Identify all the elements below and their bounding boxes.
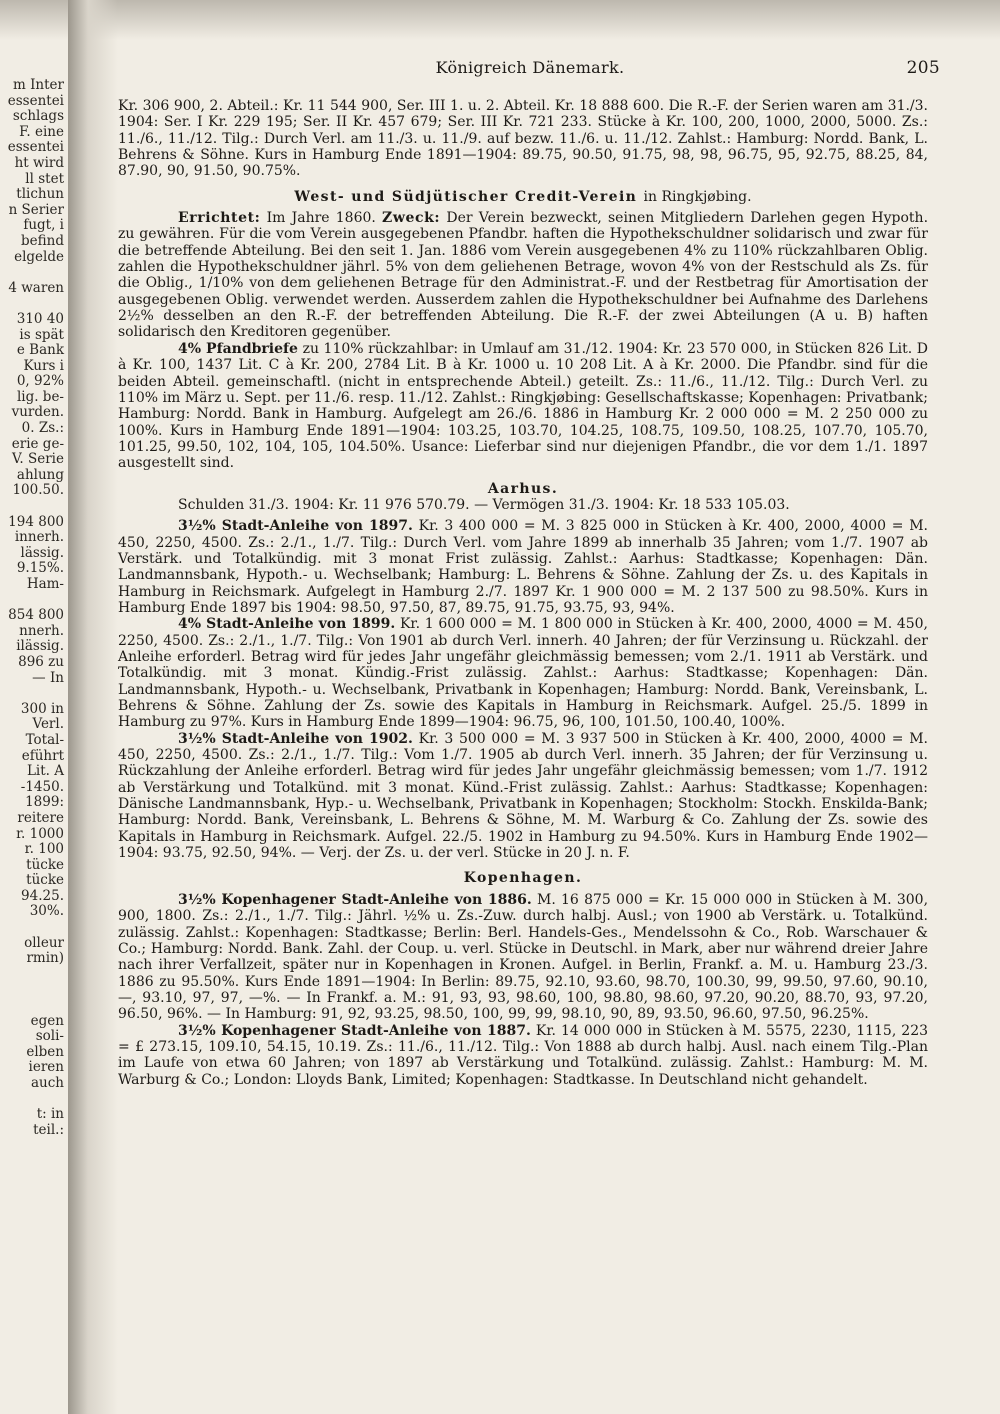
loan-1886-text: M. 16 875 000 = Kr. 15 000 000 in Stücken à M. 300, 900, 1800. Zs.: 2./1., 1./7. Tilg.: Jährl. ½% u. Zs.-Zuw. durch halbj. Ausl.; von 1900 ab Verstärk. u. Totalkünd. zulässig. Zahlst.: Kopenhagen: Stadtkasse; Berlin: Berl. Handels-Ges., Mendelssohn & Co., Rob. Warschauer & Co.; Hamburg: Nordd. Bank. Zahl. der Coup. u. verl. Stücke in Deutschl. in Mark, aber nur während dreier Jahre nach ihrer Verfallzeit, später nur in Kopenhagen in Kronen. Aufgel. in Berlin, Frankf. a. M. u. Hamburg 23./3. 1886 zu 95.50%. Kurs Ende 1891—1904: In Berlin: 89.75, 92.10, 93.60, 98.70, 100.30, 99, 99.50, 97.60, 90.10, —, 93.10, 97, 97, —%. — In Frankf. a. M.: 91, 93, 93, 98.60, 100, 98.80, 98.60, 97.20, 90.20, 88.70, 93, 97.20, 96.50, 96%. — In Hamburg: 91, 92, 93.25, 98.50, 100, 99, 99, 98.10, 90, 89, 93.50, 96.60, 97.50, 96.25%. <box>118 891 929 1023</box>
adjacent-page-line <box>0 967 68 983</box>
adjacent-page-line <box>0 982 68 998</box>
adjacent-page-line: elgelde <box>14 248 64 265</box>
adjacent-page-line: 194 800 <box>8 513 64 530</box>
adjacent-page-line: schlags <box>12 108 64 125</box>
aarhus-loan-1897 <box>118 518 928 616</box>
adjacent-page-line: tlichun <box>16 186 64 203</box>
adjacent-page-line: is spät <box>19 326 64 343</box>
adjacent-page-line <box>0 686 68 702</box>
adjacent-page-line: nnerh. <box>19 622 64 639</box>
loan-1902-text: Kr. 3 500 000 = M. 3 937 500 in Stücken à Kr. 400, 2000, 4000 = M. 450, 2250, 4500. Zs.: 2./1., 1./7. Tilg.: Vom 1./7. 1905 ab durch Verl. innerh. 35 Jahren; der für Verzinsung u. Rückzahlung der Anleihe erforderl. Betrag wird für jedes Jahr ungefähr gleichmässig bemessen; vom 1./7. 1912 ab Verstärkung und Totalkünd. mit 3 monat. Künd.-Frist zulässig. Zahlst.: Aarhus: Stadtkasse; Kopenhagen: Dänische Landmannsbank, Hyp.- u. Wechselbank, Privatbank in Kopenhagen; Stockholm: Stockh. Enskilda-Bank; Hamburg: Nordd. Bank, Vereinsbank, L. Behrens & Söhne, M. M. Warburg & Co. Zahlung der Zs. sowie des Kapitals in Hamburg in Reichsmark. Aufgel. 22./5. 1902 in Hamburg zu 94.50%. Kurs in Hamburg Ende 1902—1904: 93.75, 92.50, 94%. — Verj. der Zs. u. der verl. Stücke in 20 J. n. F. <box>118 730 928 862</box>
kopenhagen-loan-1887 <box>118 1023 928 1088</box>
zweck-text: Der Verein bezweckt, seinen Mitgliedern Darlehen gegen Hypoth. zu gewähren. Für die vom Verein ausgegebenen Pfandbr. haften die Hypothekschuldner solidarisch und zwar für die betreffende Abteilung. Bei den seit 1. Jan. 1886 vom Verein ausgegebenen 4% zu 110% rückzahlbaren Oblig. zahlen die Hypothekschuldner jährl. 5% von dem geliehenen Betrage, wovon 4% von der Restschuld als Zs. für die Oblig., 1/10% von dem geliehenen Betrage für den Administrat.-F. und der Restbetrag für Amortisation der ausgegebenen Oblig. verwendet werden. Ausserdem zahlen die Hypothekschuldner bei Aufnahme des Darlehens 2½% desselben an den R.-F. der betreffenden Abteilung. Die R.-F. der zwei Abteilungen (A u. B) haften solidarisch den Kreditoren gegenüber. <box>118 210 929 341</box>
aarhus-loan-1899 <box>118 616 928 730</box>
section-heading-west <box>118 189 928 205</box>
adjacent-page-line <box>0 499 68 515</box>
loan-1899-label: 4% Stadt-Anleihe von 1899. <box>178 616 396 633</box>
adjacent-page-line: e Bank <box>16 342 64 359</box>
adjacent-page-line: 1899: <box>25 794 64 811</box>
adjacent-page-fragment <box>0 77 68 1138</box>
adjacent-page-line: Kurs i <box>23 357 64 374</box>
errichtet-text: Im Jahre 1860. <box>266 210 376 227</box>
west-founding-paragraph <box>118 210 928 341</box>
adjacent-page-line <box>0 296 68 312</box>
adjacent-page-line: r. 100 <box>24 841 64 858</box>
adjacent-page-line: olleur <box>24 934 64 951</box>
adjacent-page-line: F. eine <box>19 123 64 140</box>
adjacent-page-line: ilässig. <box>16 638 64 655</box>
adjacent-page-line: 854 800 <box>8 607 64 624</box>
adjacent-page-line: 30%. <box>29 903 64 920</box>
adjacent-page-line <box>0 265 68 281</box>
aarhus-loan-1902 <box>118 731 928 862</box>
adjacent-page-line: r. 1000 <box>16 825 64 842</box>
loan-1897-label: 3½% Stadt-Anleihe von 1897. <box>178 518 413 535</box>
adjacent-page-line: teil.: <box>33 1121 64 1138</box>
adjacent-page-line: eführt <box>21 747 64 764</box>
adjacent-page-line: 0, 92% <box>16 373 64 390</box>
adjacent-page-line <box>0 593 68 609</box>
adjacent-page-line: ieren <box>28 1059 64 1076</box>
adjacent-page-line: essentei <box>7 139 64 156</box>
adjacent-page-line <box>0 1092 68 1108</box>
adjacent-page-line: Ham- <box>26 576 64 592</box>
adjacent-page-line: essentei <box>7 92 64 109</box>
adjacent-page-line: vurden. <box>11 404 64 421</box>
adjacent-page-line: 300 in <box>20 700 64 717</box>
adjacent-page-line: 0. Zs.: <box>21 420 64 437</box>
adjacent-page-line <box>0 920 68 936</box>
west-heading-name: West- und Südjütischer Credit-Verein <box>294 188 638 205</box>
adjacent-page-line: befind <box>21 232 64 249</box>
adjacent-page-line: 100.50. <box>12 482 64 499</box>
loan-1886-label: 3½% Kopenhagener Stadt-Anleihe von 1886. <box>178 891 532 908</box>
adjacent-page-line: ll stet <box>25 170 64 187</box>
adjacent-page-line: reitere <box>17 809 64 826</box>
adjacent-page-line: rmin) <box>26 950 64 967</box>
aarhus-debt-line: Schulden 31./3. 1904: Kr. 11 976 570.79. — Vermögen 31./3. 1904: Kr. 18 533 105.03. <box>178 496 790 513</box>
adjacent-page-line: erie ge- <box>11 435 64 452</box>
adjacent-page-line: -1450. <box>20 778 64 795</box>
adjacent-page-line: 310 40 <box>16 310 64 327</box>
adjacent-page-line: tücke <box>26 856 64 873</box>
page-number: 205 <box>906 58 940 78</box>
adjacent-page-line: ahlung <box>16 466 64 483</box>
adjacent-page-line <box>0 998 68 1014</box>
adjacent-page-line: n Serier <box>8 201 64 218</box>
adjacent-page-line: 94.25. <box>21 887 64 904</box>
adjacent-page-line: egen <box>30 1012 64 1029</box>
loan-1887-text: Kr. 14 000 000 in Stücken à M. 5575, 2230, 1115, 223 = £ 273.15, 109.10, 54.15, 10.19. Zs.: 11./6., 11./12. Tilg.: Von 1888 ab durch halbj. Ausl. nach einem Tilg.-Plan im Laufe von etwa 60 Jahren; von 1897 ab Verstärkung und Totalkünd. zulässig. Zahlst.: Hamburg: M. M. Warburg & Co.; London: Lloyds Bank, Limited; Kopenhagen: Stadtkasse. In Deutschland nicht gehandelt. <box>118 1022 929 1088</box>
adjacent-page-line: Verl. <box>32 716 64 733</box>
adjacent-page-line: lig. be- <box>16 388 64 405</box>
adjacent-page-line: 4 waren <box>8 279 64 296</box>
errichtet-label: Errichtet: <box>178 210 261 227</box>
loan-1902-label: 3½% Stadt-Anleihe von 1902. <box>178 730 413 747</box>
pfandbriefe-text: zu 110% rückzahlbar: in Umlauf am 31./12. 1904: Kr. 23 570 000, in Stücken 826 Lit. D à Kr. 100, 1437 Lit. C à Kr. 200, 2784 Lit. B à Kr. 1000 u. 10 208 Lit. A à Kr. 2000. Die Pfandbr. sind für die beiden Abteil. gemeinschaftl. (nicht in entsprechende Abteil.) geteilt. Zs.: 11./6., 11./12. Tilg.: Durch Verl. zu 110% im März u. Sept. per 11./6. resp. 11./12. Zahlst.: Ringkjøbing: Gesellschaftskasse; Kopenhagen: Privatbank; Hamburg: Nordd. Bank in Hamburg. Aufgelegt am 26./6. 1886 in Hamburg Kr. 2 000 000 = M. 2 250 000 zu 100%. Kurs in Hamburg Ende 1891—1904: 103.25, 103.70, 104.25, 108.75, 109.50, 108.25, 107.70, 105.70, 101.25, 99.50, 102, 104, 105, 104.50%. Usance: Lieferbar sind nur diejenigen Pfandbr., die vor dem 1./1. 1897 ausgestellt sind. <box>118 340 929 472</box>
loan-1887-label: 3½% Kopenhagener Stadt-Anleihe von 1887. <box>178 1022 531 1039</box>
section-heading-aarhus: Aarhus. <box>487 480 559 497</box>
adjacent-page-line: — In <box>32 669 64 686</box>
adjacent-page-line: soli- <box>35 1028 64 1045</box>
adjacent-page-line: lässig. <box>20 544 64 561</box>
adjacent-page-line: 896 zu <box>18 653 64 670</box>
west-heading-suffix: in Ringkjøbing. <box>643 188 752 205</box>
adjacent-page-line: 9.15%. <box>16 560 64 577</box>
adjacent-page-line: innerh. <box>14 529 64 546</box>
section-heading-kopenhagen: Kopenhagen. <box>463 870 583 887</box>
intro-paragraph: Kr. 306 900, 2. Abteil.: Kr. 11 544 900, Ser. III 1. u. 2. Abteil. Kr. 18 888 600. Die R.-F. der Serien waren am 31./3. 1904: Ser. I Kr. 229 195; Ser. II Kr. 457 679; Ser. III Kr. 721 233. Stücke à Kr. 100, 200, 1000, 2000, 5000. Zs.: 11./6., 11./12. Tilg.: Durch Verl. am 11./3. u. 11./9. auf bezw. 11./6. u. 11./12. Zahlst.: Hamburg: Nordd. Bank, L. Behrens & Söhne. Kurs in Hamburg Ende 1891—1904: 89.75, 90.50, 91.75, 98, 98, 96.75, 95, 92.75, 88.25, 84, 87.90, 90, 91.50, 90.75%. <box>118 98 928 180</box>
adjacent-page-line: fugt, i <box>23 217 64 234</box>
scan-edge-shadow <box>0 0 1000 40</box>
page-body <box>118 98 928 1088</box>
adjacent-page-line: V. Serie <box>12 451 64 468</box>
adjacent-page-line: m Inter <box>13 77 64 93</box>
adjacent-page-line: ht wird <box>14 154 64 171</box>
adjacent-page-line: t: in <box>36 1106 64 1123</box>
adjacent-page-line: auch <box>31 1075 64 1091</box>
adjacent-page-line: Lit. A <box>26 763 64 780</box>
pfandbriefe-label: 4% Pfandbriefe <box>178 340 298 357</box>
adjacent-page-line: tücke <box>26 872 64 889</box>
kopenhagen-loan-1886 <box>118 892 928 1023</box>
loan-1897-text: Kr. 3 400 000 = M. 3 825 000 in Stücken à Kr. 400, 2000, 4000 = M. 450, 2250, 4500. Zs.: 2./1., 1./7. Tilg.: Durch Verl. vom Jahre 1899 ab innerhalb 35 Jahren; vom 1./7. 1907 ab Verstärk. und Totalkündig. mit 3 monat Frist zulässig. Zahlst.: Aarhus: Stadtkasse; Kopenhagen: Dän. Landmannsbank, Hypoth.- u. Wechselbank; Hamburg: L. Behrens & Söhne. Zahlung der Zs. u. des Kapitals in Hamburg in Reichsmark. Aufgelegt in Hamburg 2./7. 1897 Kr. 1 900 000 = M. 2 137 500 zu 98.50%. Kurs in Hamburg Ende 1897 bis 1904: 98.50, 97.50, 87, 89.75, 91.75, 93.75, 93, 94%. <box>118 518 928 616</box>
book-fold-shadow <box>68 0 118 1414</box>
loan-1899-text: Kr. 1 600 000 = M. 1 800 000 in Stücken à Kr. 400, 2000, 4000 = M. 450, 2250, 4500. Zs.: 2./1., 1./7. Tilg.: Von 1901 ab durch Verl. innerh. 40 Jahren; der für Verzinsung u. Rückzahl. der Anleihe erforderl. Betrag wird für jedes Jahr ungefähr gleichmässig bemessen; vom 2./1. 1911 ab Verstärk. und Totalkündig. mit 3 monat. Kündig.-Frist zulässig. Zahlst.: Aarhus: Stadtkasse; Kopenhagen: Dän. Landmannsbank, Hypoth.- u. Wechselbank, Privatbank in Kopenhagen; Hamburg: Nordd. Bank, Vereinsbank, L. Behrens & Söhne. Zahlung der Zs. sowie des Kapitals in Hamburg in Reichsmark. Aufgel. 25./5. 1899 in Hamburg zu 97%. Kurs in Hamburg Ende 1899—1904: 96.75, 96, 100, 101.50, 100.40, 100%. <box>118 616 929 731</box>
adjacent-page-line: Total- <box>25 731 64 748</box>
adjacent-page-line: elben <box>26 1043 64 1060</box>
west-pfandbriefe-paragraph <box>118 341 928 472</box>
zweck-label: Zweck: <box>382 210 441 227</box>
running-title: Königreich Dänemark. <box>435 58 625 77</box>
